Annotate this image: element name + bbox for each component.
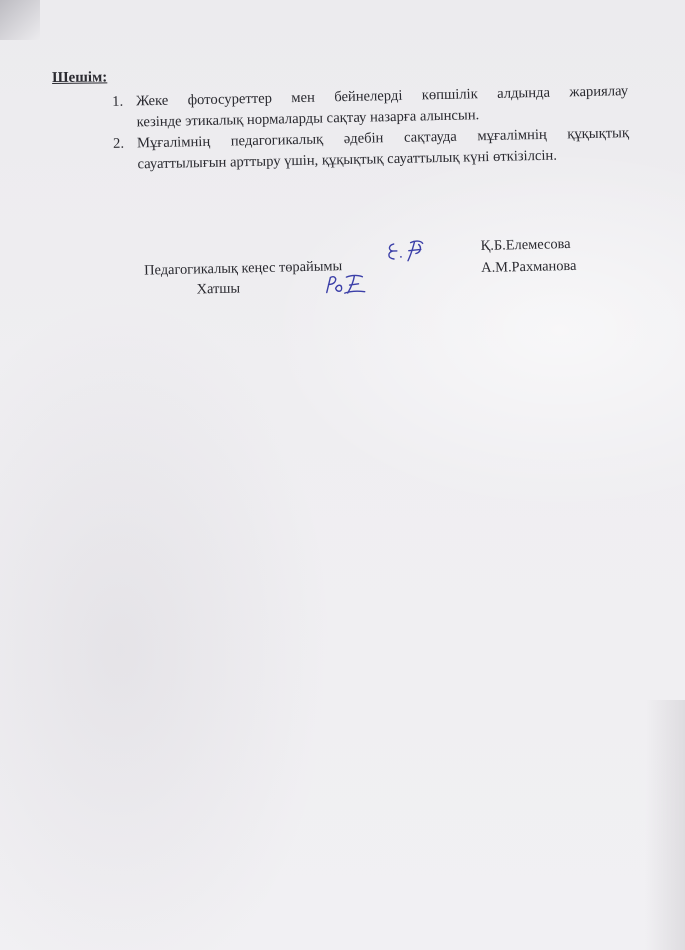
decision-text-line: кезінде этикалық нормаларды сақтау назарға алынсын. — [136, 107, 480, 131]
secretary-name: А.М.Рахманова — [481, 257, 577, 277]
decision-number: 2. — [112, 135, 125, 152]
chair-role-label: Педагогикалық кеңес төрайымы — [144, 258, 343, 279]
decision-heading: Шешім: — [52, 69, 108, 86]
decision-number: 1. — [112, 93, 124, 110]
decision-text-line: Мұғалімнің педагогикалық әдебін сақтауда мұғалімнің құқықтық — [136, 125, 630, 152]
decision-text-line: сауаттылығын арттыру үшін, құқықтық сауаттылық күні өткізілсін. — [137, 147, 558, 173]
secretary-role-label: Хатшы — [196, 280, 241, 298]
secretary-handwritten-signature — [322, 272, 369, 297]
chair-handwritten-signature — [385, 238, 434, 265]
chair-name: Қ.Б.Елемесова — [480, 235, 571, 255]
decision-text-line: Жеке фотосуреттер мен бейнелерді көпшілік алдында жариялау — [136, 83, 629, 110]
